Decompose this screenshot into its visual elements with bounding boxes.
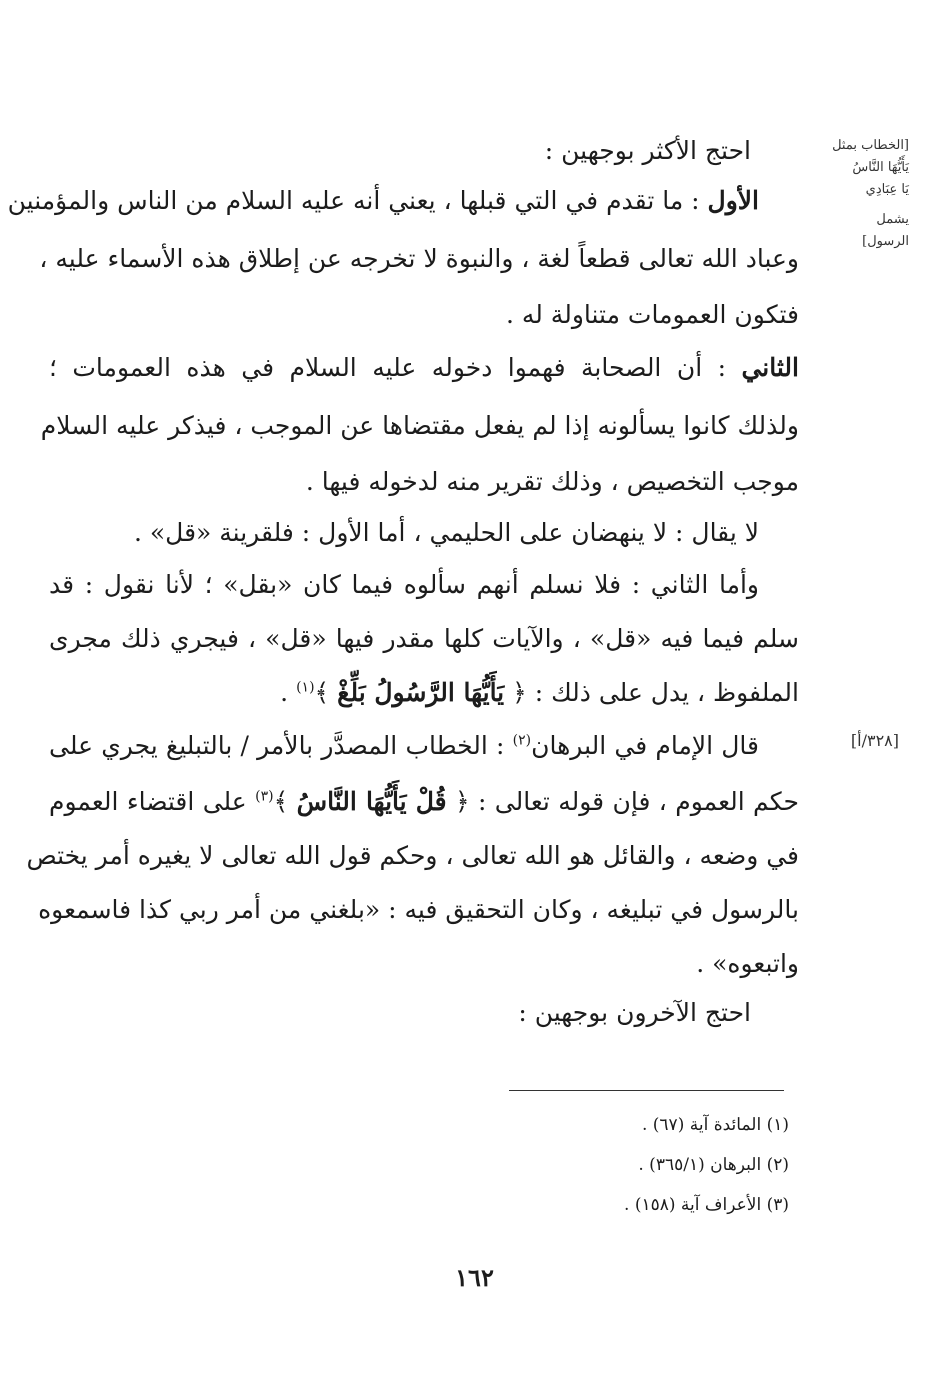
folio-marker: [٣٢٨/أ] bbox=[850, 731, 899, 750]
text-run: : أن الصحابة فهموا دخوله عليه السلام في هذه العمومات ؛ bbox=[49, 353, 742, 382]
text-run: ﴾ bbox=[273, 787, 297, 816]
paragraph-line: سلم فيما فيه «قل» ، والآيات كلها مقدر فيها «قل» ، فيجري ذلك مجرى bbox=[49, 624, 799, 653]
paragraph-line: بالرسول في تبليغه ، وكان التحقيق فيه : «بلغني من أمر ربي كذا فاسمعوه bbox=[38, 895, 799, 924]
text-run: الملفوظ ، يدل على ذلك : ﴿ bbox=[504, 678, 799, 707]
paragraph-line: في وضعه ، والقائل هو الله تعالى ، وحكم قول الله تعالى لا يغيره أمر يختص bbox=[26, 841, 799, 870]
paragraph-line: ولذلك كانوا يسألونه إذا لم يفعل مقتضاها عن الموجب ، فيذكر عليه السلام bbox=[40, 411, 799, 440]
paragraph-line: فتكون العمومات متناولة له . bbox=[505, 300, 799, 329]
footnote-divider bbox=[509, 1090, 784, 1091]
text-run: حكم العموم ، فإن قوله تعالى : ﴿ bbox=[446, 787, 799, 816]
paragraph-line: وعباد الله تعالى قطعاً لغة ، والنبوة لا تخرجه عن إطلاق هذه الأسماء عليه ، bbox=[39, 244, 799, 273]
paragraph-first-line bbox=[49, 728, 759, 764]
paragraph-line: موجب التخصيص ، وذلك تقرير منه لدخوله فيها . bbox=[305, 467, 799, 496]
footnote-ref: (٣) bbox=[255, 788, 274, 805]
footnote: (٢) البرهان (٣٦٥/١) . bbox=[638, 1155, 789, 1175]
paragraph-line: واتبعوه» . bbox=[696, 949, 799, 978]
footnote-ref: (٢) bbox=[512, 732, 532, 749]
text-run: ﴾ bbox=[314, 678, 338, 707]
margin-note-line: الرسول] bbox=[862, 234, 909, 249]
margin-note-line: يشمل bbox=[876, 212, 909, 227]
paragraph-first-line bbox=[7, 183, 759, 219]
text-run: على اقتضاء العموم bbox=[49, 787, 256, 816]
text-run: : ما تقدم في التي قبلها ، يعني أنه عليه السلام من الناس والمؤمنين bbox=[7, 186, 708, 215]
margin-note-line: يَا عِبَادِي bbox=[865, 182, 909, 197]
paragraph-line: لا يقال : لا ينهضان على الحليمي ، أما الأول : فلقرينة «قل» . bbox=[133, 518, 759, 547]
footnote: (٣) الأعراف آية (١٥٨) . bbox=[624, 1195, 789, 1215]
margin-note-line: يَأَيُّهَا النَّاسُ bbox=[852, 160, 909, 175]
text-run: قال الإمام في البرهان bbox=[531, 731, 759, 760]
footnote-ref: (١) bbox=[296, 679, 315, 696]
footnote: (١) المائدة آية (٦٧) . bbox=[641, 1115, 789, 1135]
quran-quote: قُلْ يَأَيُّهَا النَّاسُ bbox=[296, 787, 447, 816]
page-number: ١٦٢ bbox=[455, 1263, 494, 1292]
section-heading: احتج الآخرون بوجهين : bbox=[518, 998, 751, 1027]
paragraph-label: الثاني bbox=[741, 353, 799, 382]
margin-note-line: [الخطاب بمثل bbox=[832, 138, 909, 153]
text-run: . bbox=[280, 678, 297, 707]
paragraph-line bbox=[49, 675, 799, 711]
margin-note bbox=[832, 135, 909, 253]
paragraph-first-line: وأما الثاني : فلا نسلم أنهم سألوه فيما كان «بقل» ؛ لأنا نقول : قد bbox=[49, 570, 759, 599]
paragraph-line bbox=[49, 784, 799, 820]
text-run: : الخطاب المصدَّر بالأمر / بالتبليغ يجري على bbox=[49, 731, 513, 760]
paragraph-label: الأول bbox=[707, 186, 759, 215]
quran-quote: يَأَيُّهَا الرَّسُولُ بَلِّغْ bbox=[337, 678, 505, 707]
paragraph-first-line bbox=[49, 350, 799, 386]
section-heading: احتج الأكثر بوجهين : bbox=[544, 136, 751, 165]
